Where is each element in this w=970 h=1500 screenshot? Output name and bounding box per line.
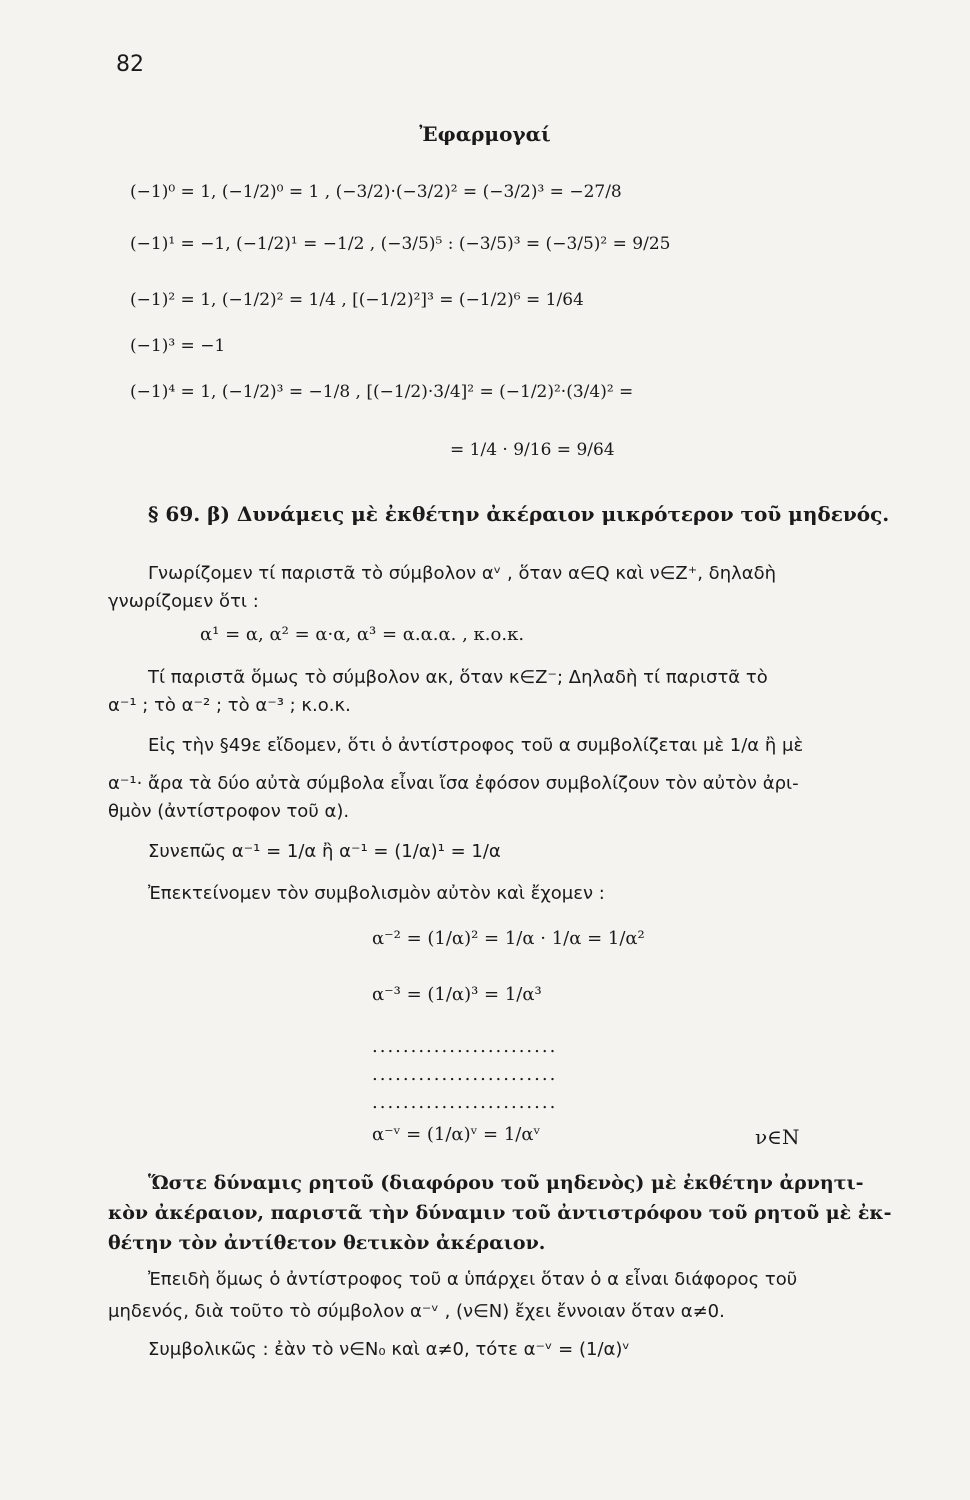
- paragraph-6-line-1: Ἐπειδὴ ὅμως ὁ ἀντίστροφος τοῦ α ὑπάρχει ὅταν ὁ α εἶναι διάφορος τοῦ: [148, 1269, 798, 1290]
- section-heading: § 69. β) Δυνάμεις μὲ ἐκθέτην ἀκέραιον μικρότερον τοῦ μηδενός.: [148, 502, 890, 526]
- paragraph-2-line-1: Τί παριστᾶ ὅμως τὸ σύμβολον ακ, ὅταν κ∈Z⁻; Δηλαδὴ τί παριστᾶ τὸ: [148, 667, 768, 688]
- example-row-4: (−1)³ = −1: [130, 336, 226, 356]
- page-number: 82: [116, 52, 144, 77]
- paragraph-3-line-3: θμὸν (ἀντίστροφον τοῦ α).: [108, 801, 350, 822]
- paragraph-2-line-2: α⁻¹ ; τὸ α⁻² ; τὸ α⁻³ ; κ.ο.κ.: [108, 695, 351, 716]
- example-row-1: (−1)⁰ = 1, (−1/2)⁰ = 1 , (−3/2)·(−3/2)² = (−3/2)³ = −27/8: [130, 182, 622, 202]
- example-row-3: (−1)² = 1, (−1/2)² = 1/4 , [(−1/2)²]³ = (−1/2)⁶ = 1/64: [130, 290, 584, 310]
- powers-equation: α¹ = α, α² = α·α, α³ = α.α.α. , κ.ο.κ.: [200, 624, 525, 645]
- n-in-naturals: ν∈N: [755, 1125, 800, 1149]
- ellipsis-row-2: ........................: [372, 1064, 558, 1085]
- paragraph-3-line-2: α⁻¹· ἄρα τὰ δύο αὐτὰ σύμβολα εἶναι ἴσα ἐφόσον συμβολίζουν τὸν αὐτὸν ἀρι-: [108, 773, 799, 794]
- section-title: Ἐφαρμογαί: [419, 122, 551, 146]
- example-row-5: (−1)⁴ = 1, (−1/2)³ = −1/8 , [(−1/2)·3/4]² = (−1/2)²·(3/4)² =: [130, 382, 634, 402]
- paragraph-3-line-1: Εἰς τὴν §49ε εἴδομεν, ὅτι ὁ ἀντίστροφος τοῦ α συμβολίζεται μὲ 1/α ἢ μὲ: [148, 735, 804, 756]
- paragraph-6-line-2: μηδενός, διὰ τοῦτο τὸ σύμβολον α⁻ᵛ , (ν∈N) ἔχει ἔννοιαν ὅταν α≠0.: [108, 1301, 725, 1322]
- paragraph-4: Συνεπῶς α⁻¹ = 1/α ἢ α⁻¹ = (1/α)¹ = 1/α: [148, 841, 501, 862]
- equation-alpha-minus-n: α⁻ᵛ = (1/α)ᵛ = 1/αᵛ: [372, 1124, 541, 1145]
- ellipsis-row-3: ........................: [372, 1092, 558, 1113]
- conclusion-line-1: Ὥστε δύναμις ρητοῦ (διαφόρου τοῦ μηδενὸς) μὲ ἐκθέτην ἀρνητι-: [148, 1172, 864, 1194]
- paragraph-7: Συμβολικῶς : ἐὰν τὸ ν∈N₀ καὶ α≠0, τότε α⁻ᵛ = (1/α)ᵛ: [148, 1339, 630, 1360]
- equation-alpha-minus-2: α⁻² = (1/α)² = 1/α · 1/α = 1/α²: [372, 928, 645, 949]
- conclusion-line-3: θέτην τὸν ἀντίθετον θετικὸν ἀκέραιον.: [108, 1232, 546, 1254]
- example-row-2: (−1)¹ = −1, (−1/2)¹ = −1/2 , (−3/5)⁵ : (−3/5)³ = (−3/5)² = 9/25: [130, 234, 671, 254]
- paragraph-1-line-2: γνωρίζομεν ὅτι :: [108, 591, 259, 612]
- example-row-6: = 1/4 · 9/16 = 9/64: [450, 440, 615, 460]
- paragraph-5: Ἐπεκτείνομεν τὸν συμβολισμὸν αὐτὸν καὶ ἔχομεν :: [148, 883, 605, 904]
- paragraph-1-line-1: Γνωρίζομεν τί παριστᾶ τὸ σύμβολον αᵛ , ὅταν α∈Q καὶ ν∈Z⁺, δηλαδὴ: [148, 563, 777, 584]
- equation-alpha-minus-3: α⁻³ = (1/α)³ = 1/α³: [372, 984, 542, 1005]
- ellipsis-row-1: ........................: [372, 1036, 558, 1057]
- conclusion-line-2: κὸν ἀκέραιον, παριστᾶ τὴν δύναμιν τοῦ ἀντιστρόφου τοῦ ρητοῦ μὲ ἐκ-: [108, 1202, 892, 1224]
